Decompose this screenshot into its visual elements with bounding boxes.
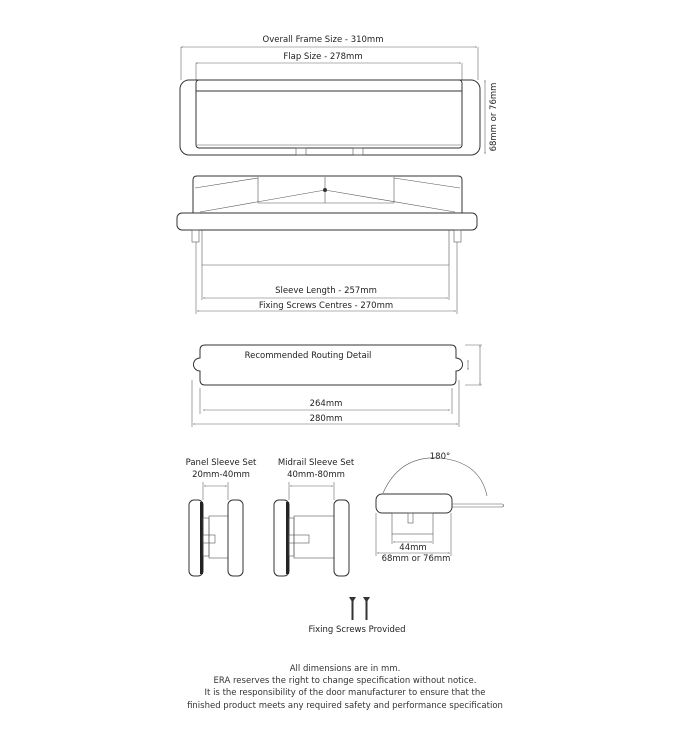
- opening-inner-label: 44mm: [399, 543, 427, 553]
- footer-notes: [187, 664, 503, 711]
- flap-size-label: Flap Size - 278mm: [283, 52, 363, 62]
- midrail-sleeve-title: Midrail Sleeve Set: [277, 458, 355, 468]
- sleeve-length-label: Sleeve Length - 257mm: [275, 286, 377, 296]
- opening-180-view: [376, 452, 504, 564]
- fixing-centres-label: Fixing Screws Centres - 270mm: [258, 301, 394, 311]
- height-label: 68mm or 76mm: [489, 82, 499, 152]
- opening-outer-label: 68mm or 76mm: [381, 554, 451, 564]
- fixing-screw-post: [192, 230, 199, 242]
- overall-frame-size-label: Overall Frame Size - 310mm: [262, 35, 384, 45]
- panel-sleeve-title: Panel Sleeve Set: [185, 458, 257, 468]
- screws-label: Fixing Screws Provided: [308, 625, 406, 635]
- footer-line: It is the responsibility of the door manufacturer to ensure that the: [204, 688, 486, 698]
- routing-detail: [192, 345, 482, 427]
- footer-line: finished product meets any required safety and performance specification: [187, 701, 503, 711]
- opening-arc: [383, 458, 487, 496]
- screw-icon: [349, 597, 356, 620]
- flap: [196, 80, 462, 148]
- midrail-sleeve-range: 40mm-80mm: [287, 470, 345, 480]
- routing-outer-label: 280mm: [309, 414, 343, 424]
- side-view: [177, 176, 477, 314]
- footer-line: ERA reserves the right to change specification without notice.: [213, 676, 477, 686]
- fixing-screw-post: [454, 230, 461, 242]
- screw-icon: [363, 597, 370, 620]
- footer-line: All dimensions are in mm.: [289, 664, 401, 674]
- routing-title: Recommended Routing Detail: [244, 351, 372, 361]
- sleeve: [202, 230, 449, 265]
- base-plate: [177, 213, 477, 230]
- panel-sleeve-set: [186, 458, 257, 576]
- midrail-sleeve-set: [274, 458, 355, 576]
- opening-angle-label: 180°: [429, 452, 451, 462]
- front-view: [180, 35, 499, 155]
- routing-inner-label: 264mm: [309, 399, 343, 409]
- fixing-screws: [308, 597, 405, 635]
- panel-sleeve-range: 20mm-40mm: [192, 470, 250, 480]
